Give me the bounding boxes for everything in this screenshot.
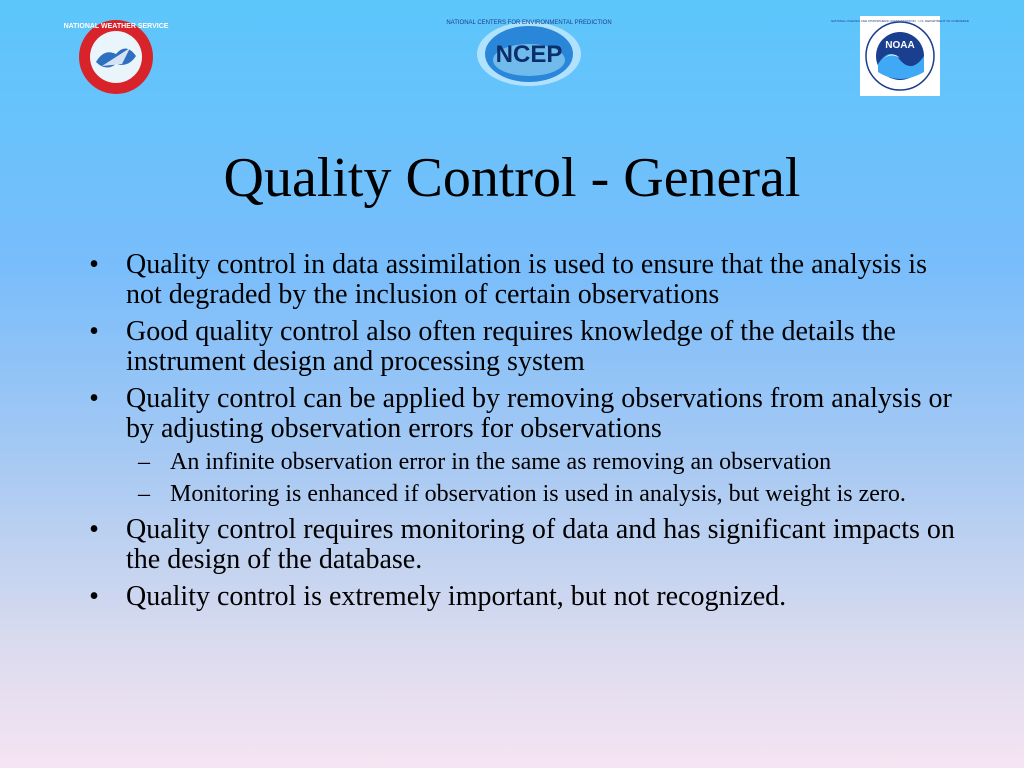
slide-body [84,250,964,619]
bullet-marker: • [89,514,99,545]
bullet-text: Quality control can be applied by removing observations from analysis or by adjusting observation errors for observations [126,383,952,444]
ncep-ring-text: NATIONAL CENTERS FOR ENVIRONMENTAL PREDICTION [446,20,612,26]
bullet-marker: • [89,581,99,612]
noaa-label: NOAA [885,40,915,51]
ncep-logo [446,14,612,88]
bullet-text: Quality control is extremely important, but not recognized. [126,581,787,612]
bullet-text: Quality control in data assimilation is used to ensure that the analysis is not degraded by the inclusion of certain observations [126,249,927,310]
bullet-marker: • [89,316,99,347]
bullet-marker: • [89,383,99,414]
nws-ring-text: NATIONAL WEATHER SERVICE [63,23,169,30]
bullet-item [84,582,964,612]
sub-bullet-text: An infinite observation error in the same as removing an observation [170,449,832,475]
sub-bullet-marker: – [138,481,150,507]
bullet-item [84,317,964,377]
noaa-ring-text: NATIONAL OCEANIC AND ATMOSPHERIC ADMINISTRATION · U.S. DEPARTMENT OF COMMERCE [830,19,970,23]
noaa-logo [830,16,970,96]
nws-logo [63,18,169,96]
sub-bullet-text: Monitoring is enhanced if observation is used in analysis, but weight is zero. [170,481,906,507]
ncep-label: NCEP [495,41,563,68]
sub-bullet-item [84,449,964,476]
bullet-text: Quality control requires monitoring of data and has significant impacts on the design of the database. [126,514,955,575]
bullet-text: Good quality control also often requires knowledge of the details the instrument design and processing system [126,316,896,377]
bullet-item [84,384,964,444]
bullet-item [84,250,964,310]
bullet-marker: • [89,249,99,280]
bullet-item [84,515,964,575]
sub-bullet-item [84,481,964,508]
sub-bullet-marker: – [138,449,150,475]
slide-title: Quality Control - General [223,147,801,209]
